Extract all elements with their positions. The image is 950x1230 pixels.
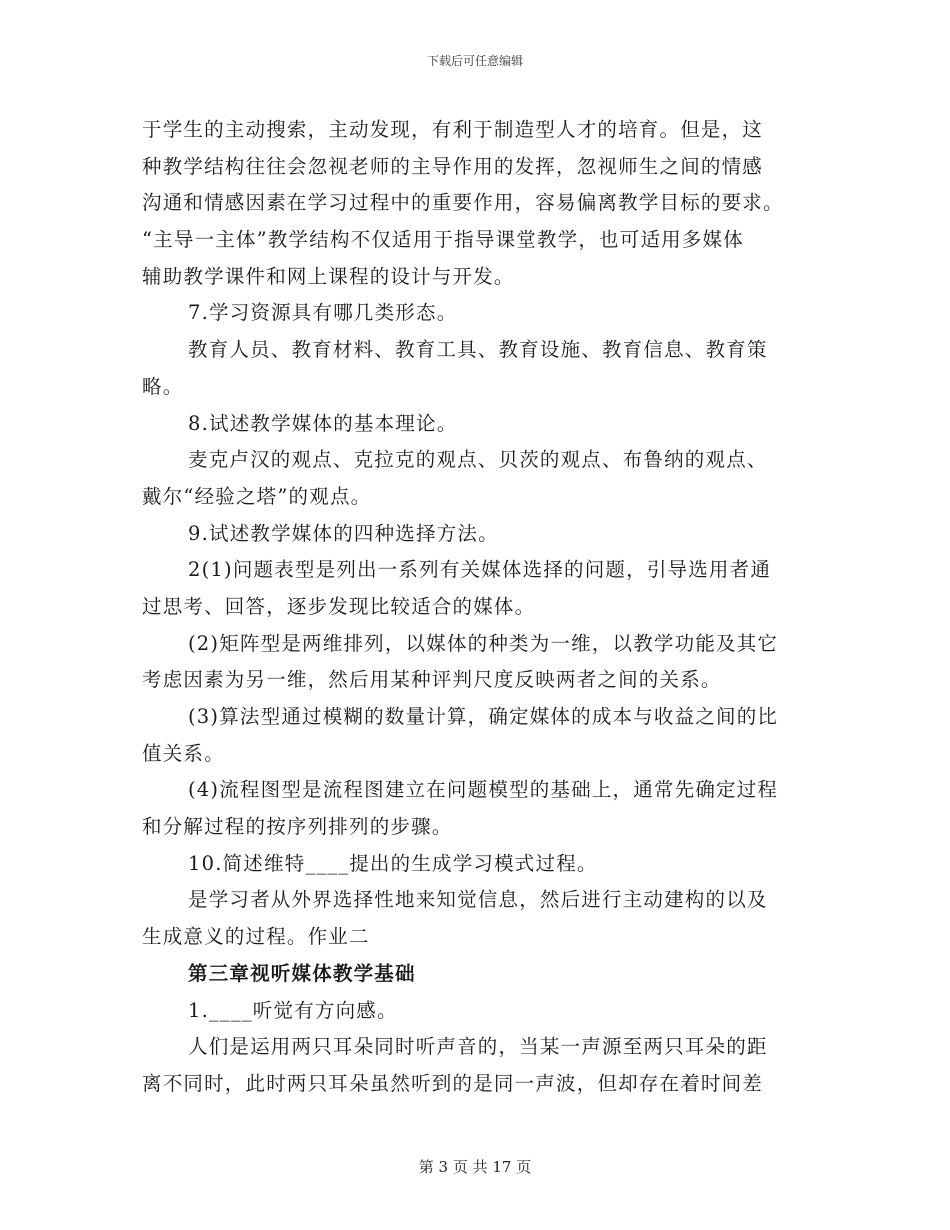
text-line: (2)矩阵型是两维排列，以媒体的种类为一维，以教学功能及其它 [188, 631, 779, 655]
text-line: 戴尔“经验之塔”的观点。 [142, 484, 372, 508]
text-line: 2(1)问题表型是列出一系列有关媒体选择的问题，引导选用者通 [188, 558, 772, 582]
text-line: 麦克卢汉的观点、克拉克的观点、贝茨的观点、布鲁纳的观点、 [188, 448, 768, 472]
text-line: 教育人员、教育材料、教育工具、教育设施、教育信息、教育策 [188, 338, 768, 362]
page-header: 下载后可任意编辑 [426, 54, 523, 68]
question-10: 10.简述维特____提出的生成学习模式过程。 [188, 851, 598, 875]
text-line: 于学生的主动搜索，主动发现，有利于制造型人才的培育。但是，这 [142, 118, 764, 141]
text-line: 离不同时，此时两只耳朵虽然听到的是同一声波，但却存在着时间差 [142, 1071, 764, 1095]
page-footer: 第 3 页 共 17 页 [418, 1158, 532, 1176]
text-line: 和分解过程的按序列排列的步骤。 [142, 815, 453, 839]
text-line: 沟通和情感因素在学习过程中的重要作用，容易偏离教学目标的要求。 [142, 191, 784, 215]
text-line: 是学习者从外界选择性地来知觉信息，然后进行主动建构的以及 [188, 888, 768, 912]
question-1: 1.____听觉有方向感。 [188, 998, 398, 1022]
text-line: 略。 [142, 374, 184, 398]
text-line: 值关系。 [142, 741, 225, 765]
text-line: 种教学结构往往会忽视老师的主导作用的发挥，忽视师生之间的情感 [142, 154, 764, 178]
text-line: 过思考、回答，逐步发现比较适合的媒体。 [142, 594, 536, 618]
question-8: 8.试述教学媒体的基本理论。 [188, 411, 458, 435]
text-line: 考虑因素为另一维，然后用某种评判尺度反映两者之间的关系。 [142, 668, 722, 692]
text-line: 辅助教学课件和网上课程的设计与开发。 [142, 264, 515, 288]
document-body [142, 112, 810, 1103]
text-line: “主导一主体”教学结构不仅适用于指导课堂教学，也可适用多媒体 [142, 228, 744, 252]
question-7: 7.学习资源具有哪几类形态。 [188, 301, 458, 325]
text-line: 人们是运用两只耳朵同时听声音的，当某一声源至两只耳朵的距 [188, 1035, 768, 1059]
chapter-heading: 第三章视听媒体教学基础 [188, 961, 416, 985]
text-line: 生成意义的过程。作业二 [142, 925, 370, 949]
text-line: (3)算法型通过模糊的数量计算，确定媒体的成本与收益之间的比 [188, 705, 779, 728]
text-line: (4)流程图型是流程图建立在问题模型的基础上，通常先确定过程 [188, 778, 779, 802]
question-9: 9.试述教学媒体的四种选择方法。 [188, 521, 499, 545]
